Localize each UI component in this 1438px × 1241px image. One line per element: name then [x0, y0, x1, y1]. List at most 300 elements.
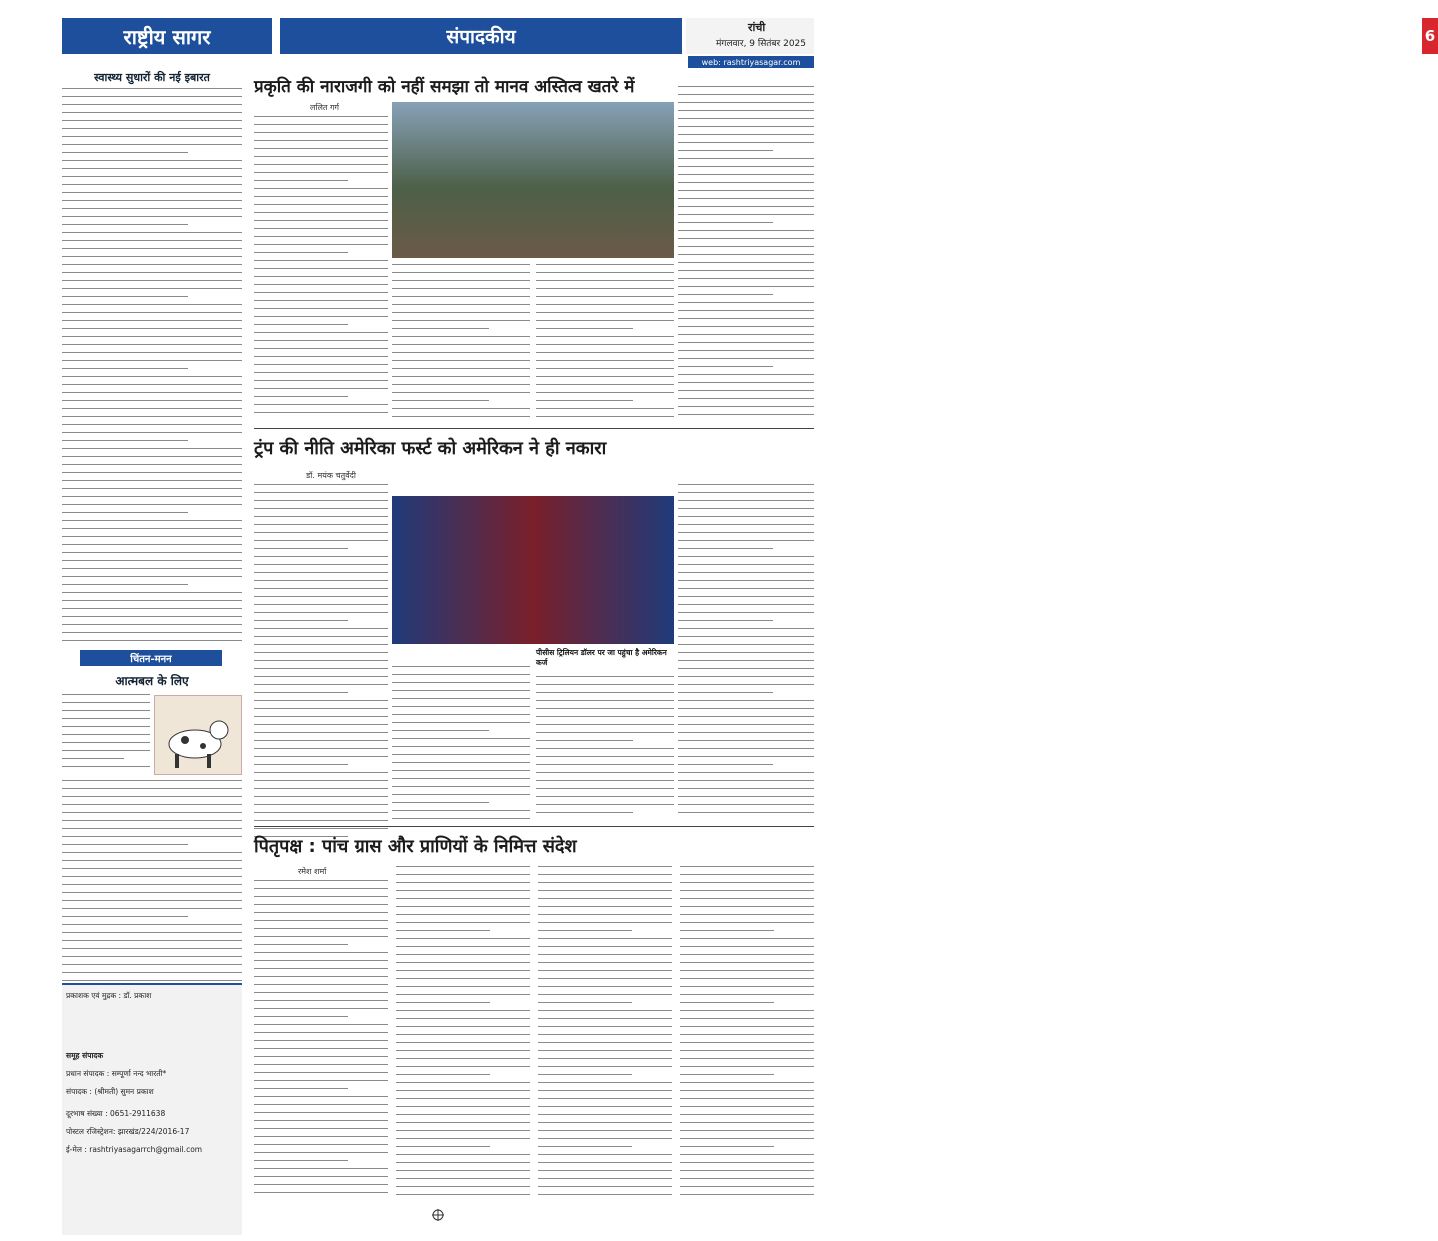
text-line	[680, 946, 814, 947]
text-line	[254, 236, 388, 237]
text-line	[254, 1088, 348, 1089]
text-line	[62, 536, 242, 537]
text-line	[62, 216, 242, 217]
text-line	[254, 724, 388, 725]
text-line	[62, 392, 242, 393]
text-line	[536, 764, 674, 765]
left-column	[62, 68, 242, 1238]
text-line	[392, 384, 530, 385]
text-line	[254, 1120, 388, 1121]
text-line	[396, 970, 530, 971]
text-line	[254, 668, 388, 669]
cow-illustration	[154, 695, 242, 775]
text-line	[254, 1040, 388, 1041]
text-line	[678, 620, 773, 621]
text-line	[678, 350, 814, 351]
text-line	[678, 684, 814, 685]
text-line	[680, 1042, 814, 1043]
text-line	[254, 1080, 388, 1081]
text-line	[536, 320, 674, 321]
text-line	[254, 912, 388, 913]
article1-col1	[254, 116, 388, 420]
text-line	[396, 1122, 530, 1123]
text-line	[392, 730, 489, 731]
text-line	[538, 994, 672, 995]
text-line	[254, 1192, 388, 1193]
text-line	[678, 366, 773, 367]
text-line	[678, 278, 814, 279]
article3-col2	[396, 866, 530, 1202]
text-line	[678, 580, 814, 581]
text-line	[254, 612, 388, 613]
text-line	[254, 692, 348, 693]
text-line	[678, 302, 814, 303]
text-line	[678, 532, 814, 533]
text-line	[254, 636, 388, 637]
text-line	[678, 166, 814, 167]
text-line	[392, 336, 530, 337]
text-line	[396, 978, 530, 979]
text-line	[538, 1194, 672, 1195]
text-line	[392, 690, 530, 691]
text-line	[538, 930, 632, 931]
text-line	[62, 328, 242, 329]
text-line	[392, 762, 530, 763]
text-line	[680, 1010, 814, 1011]
text-line	[62, 104, 242, 105]
color-registration-strip	[62, 1208, 814, 1222]
text-line	[62, 352, 242, 353]
text-line	[254, 204, 388, 205]
text-line	[62, 240, 242, 241]
text-line	[392, 304, 530, 305]
text-line	[62, 264, 242, 265]
text-line	[62, 312, 242, 313]
text-line	[254, 604, 388, 605]
text-line	[254, 260, 388, 261]
text-line	[678, 382, 814, 383]
email-address: rashtriyasagarrch@gmail.com	[89, 1145, 203, 1154]
text-line	[254, 572, 388, 573]
text-line	[678, 692, 773, 693]
text-line	[678, 286, 814, 287]
text-line	[678, 374, 814, 375]
text-line	[678, 182, 814, 183]
text-line	[62, 766, 150, 767]
text-line	[62, 296, 188, 297]
text-line	[254, 404, 388, 405]
text-line	[678, 358, 814, 359]
text-line	[538, 1010, 672, 1011]
text-line	[678, 604, 814, 605]
text-line	[254, 188, 388, 189]
text-line	[62, 520, 242, 521]
text-line	[254, 904, 388, 905]
text-line	[62, 726, 150, 727]
text-line	[678, 198, 814, 199]
text-line	[678, 724, 814, 725]
text-line	[254, 484, 388, 485]
text-line	[254, 740, 388, 741]
text-line	[392, 722, 530, 723]
text-line	[254, 1000, 388, 1001]
text-line	[254, 1016, 348, 1017]
text-line	[538, 1074, 632, 1075]
text-line	[678, 206, 814, 207]
section-title: संपादकीय	[280, 18, 682, 54]
chief-editor-name: सम्पूर्णा नन्द भारती*	[111, 1069, 167, 1078]
text-line	[62, 248, 242, 249]
text-line	[396, 930, 490, 931]
text-line	[538, 1058, 672, 1059]
chintan-label: चिंतन-मनन	[80, 650, 222, 666]
text-line	[536, 264, 674, 265]
text-line	[62, 160, 242, 161]
text-line	[678, 134, 814, 135]
article2-col1	[254, 484, 388, 844]
text-line	[678, 190, 814, 191]
text-line	[396, 1042, 530, 1043]
text-line	[254, 960, 388, 961]
text-line	[254, 804, 388, 805]
text-line	[62, 964, 242, 965]
text-line	[678, 142, 814, 143]
text-line	[678, 548, 773, 549]
text-line	[62, 368, 188, 369]
article2-col4	[678, 484, 814, 820]
text-line	[254, 124, 388, 125]
text-line	[254, 700, 388, 701]
phone-line: दूरभाष संख्या : 0651-2911638	[66, 1109, 166, 1118]
postal-registration: पोस्टल रजिस्ट्रेशन: झारखंड/224/2016-17	[66, 1127, 190, 1136]
text-line	[396, 962, 530, 963]
text-line	[680, 1026, 814, 1027]
text-line	[536, 756, 674, 757]
text-line	[62, 788, 242, 789]
text-line	[62, 432, 242, 433]
text-line	[254, 348, 388, 349]
article1-col4	[678, 86, 814, 422]
text-line	[536, 400, 633, 401]
text-line	[680, 922, 814, 923]
text-line	[396, 874, 530, 875]
text-line	[396, 1170, 530, 1171]
text-line	[254, 364, 388, 365]
text-line	[396, 1106, 530, 1107]
text-line	[538, 1090, 672, 1091]
text-line	[678, 708, 814, 709]
text-line	[680, 954, 814, 955]
text-line	[254, 796, 388, 797]
text-line	[680, 1130, 814, 1131]
text-line	[680, 874, 814, 875]
text-line	[536, 360, 674, 361]
text-line	[538, 890, 672, 891]
text-line	[254, 1104, 388, 1105]
trump-photo	[392, 496, 674, 644]
text-line	[392, 738, 530, 739]
text-line	[62, 144, 242, 145]
date: मंगलवार, 9 सितंबर 2025	[716, 39, 807, 49]
text-line	[62, 710, 150, 711]
text-line	[678, 126, 814, 127]
phone-number: 0651-2911638	[110, 1109, 166, 1118]
text-line	[538, 1002, 632, 1003]
text-line	[254, 172, 388, 173]
text-line	[62, 820, 242, 821]
text-line	[254, 284, 388, 285]
text-line	[62, 956, 242, 957]
text-line	[254, 732, 388, 733]
text-line	[254, 116, 388, 117]
text-line	[62, 624, 242, 625]
text-line	[62, 336, 242, 337]
text-line	[62, 544, 242, 545]
text-line	[538, 978, 672, 979]
text-line	[254, 372, 388, 373]
text-line	[254, 276, 388, 277]
text-line	[536, 716, 674, 717]
text-line	[254, 896, 388, 897]
text-line	[678, 406, 814, 407]
text-line	[536, 780, 674, 781]
text-line	[62, 734, 150, 735]
text-line	[538, 1066, 672, 1067]
text-line	[254, 228, 388, 229]
text-line	[62, 694, 150, 695]
text-line	[62, 128, 242, 129]
text-line	[62, 208, 242, 209]
text-line	[254, 812, 388, 813]
text-line	[680, 914, 814, 915]
text-line	[254, 1152, 388, 1153]
text-line	[678, 764, 773, 765]
text-line	[392, 770, 530, 771]
text-line	[538, 1146, 632, 1147]
article2-title: ट्रंप की नीति अमेरिका फर्स्ट को अमेरिकन ने ही नकारा	[254, 438, 607, 459]
text-line	[538, 1154, 672, 1155]
text-line	[678, 222, 773, 223]
text-line	[254, 708, 388, 709]
text-line	[678, 668, 814, 669]
text-line	[62, 600, 242, 601]
text-line	[396, 986, 530, 987]
text-line	[678, 254, 814, 255]
text-line	[396, 914, 530, 915]
article1-col2	[392, 264, 530, 424]
text-line	[680, 1178, 814, 1179]
text-line	[62, 868, 242, 869]
text-line	[62, 416, 242, 417]
text-line	[680, 986, 814, 987]
text-line	[62, 224, 188, 225]
text-line	[62, 488, 242, 489]
text-line	[680, 1082, 814, 1083]
text-line	[254, 548, 348, 549]
text-line	[678, 772, 814, 773]
text-line	[392, 328, 489, 329]
landslide-photo	[392, 102, 674, 258]
text-line	[62, 272, 242, 273]
text-line	[62, 576, 242, 577]
text-line	[538, 1170, 672, 1171]
text-line	[254, 324, 348, 325]
text-line	[62, 932, 242, 933]
text-line	[62, 400, 242, 401]
text-line	[396, 1082, 530, 1083]
text-line	[392, 296, 530, 297]
text-line	[392, 368, 530, 369]
text-line	[254, 1144, 388, 1145]
text-line	[254, 828, 388, 829]
text-line	[678, 262, 814, 263]
text-line	[678, 158, 814, 159]
text-line	[680, 1018, 814, 1019]
text-line	[538, 906, 672, 907]
text-line	[536, 344, 674, 345]
text-line	[62, 592, 242, 593]
text-line	[62, 480, 242, 481]
text-line	[538, 954, 672, 955]
text-line	[392, 288, 530, 289]
text-line	[678, 484, 814, 485]
text-line	[680, 1114, 814, 1115]
text-line	[536, 408, 674, 409]
text-line	[254, 564, 388, 565]
text-line	[254, 780, 388, 781]
text-line	[538, 1082, 672, 1083]
text-line	[396, 1010, 530, 1011]
text-line	[254, 268, 388, 269]
text-line	[254, 220, 388, 221]
text-line	[536, 692, 674, 693]
text-line	[536, 812, 633, 813]
text-line	[538, 1130, 672, 1131]
text-line	[392, 786, 530, 787]
text-line	[254, 1072, 388, 1073]
text-line	[680, 1162, 814, 1163]
text-line	[254, 212, 388, 213]
text-line	[254, 1096, 388, 1097]
text-line	[538, 1162, 672, 1163]
text-line	[396, 1138, 530, 1139]
text-line	[62, 568, 242, 569]
text-line	[536, 336, 674, 337]
text-line	[678, 628, 814, 629]
text-line	[680, 1034, 814, 1035]
text-line	[62, 440, 188, 441]
city: रांची	[748, 21, 766, 34]
text-line	[536, 416, 674, 417]
article1-byline: ललित गर्ग	[310, 103, 340, 112]
text-line	[62, 456, 242, 457]
text-line	[62, 916, 188, 917]
text-line	[392, 272, 530, 273]
text-line	[396, 1050, 530, 1051]
text-line	[62, 120, 242, 121]
text-line	[396, 1154, 530, 1155]
text-line	[254, 944, 348, 945]
text-line	[62, 376, 242, 377]
text-line	[678, 740, 814, 741]
text-line	[62, 424, 242, 425]
text-line	[392, 810, 530, 811]
text-line	[678, 612, 814, 613]
text-line	[62, 552, 242, 553]
text-line	[254, 540, 388, 541]
text-line	[62, 796, 242, 797]
text-line	[536, 788, 674, 789]
text-line	[680, 970, 814, 971]
text-line	[254, 764, 348, 765]
website: web: rashtriyasagar.com	[688, 56, 814, 68]
text-line	[538, 1042, 672, 1043]
text-line	[538, 1106, 672, 1107]
text-line	[680, 882, 814, 883]
text-line	[536, 732, 674, 733]
text-line	[254, 920, 388, 921]
text-line	[538, 874, 672, 875]
group-editor-label: समूह संपादक	[66, 1051, 104, 1060]
text-line	[396, 1058, 530, 1059]
text-line	[536, 352, 674, 353]
text-line	[62, 804, 242, 805]
text-line	[396, 938, 530, 939]
text-line	[678, 86, 814, 87]
text-line	[680, 1106, 814, 1107]
text-line	[62, 344, 242, 345]
text-line	[680, 930, 774, 931]
text-line	[536, 304, 674, 305]
text-line	[392, 360, 530, 361]
text-line	[62, 702, 150, 703]
text-line	[678, 214, 814, 215]
text-line	[392, 344, 530, 345]
text-line	[538, 914, 672, 915]
text-line	[680, 898, 814, 899]
text-line	[678, 94, 814, 95]
text-line	[254, 928, 388, 929]
text-line	[62, 828, 242, 829]
text-line	[678, 572, 814, 573]
text-line	[254, 1064, 388, 1065]
text-line	[396, 1026, 530, 1027]
text-line	[254, 984, 388, 985]
text-line	[254, 596, 388, 597]
text-line	[254, 556, 388, 557]
text-line	[396, 898, 530, 899]
text-line	[538, 1122, 672, 1123]
text-line	[678, 588, 814, 589]
text-line	[254, 652, 388, 653]
text-line	[538, 938, 672, 939]
text-line	[254, 684, 388, 685]
text-line	[680, 906, 814, 907]
text-line	[678, 700, 814, 701]
text-line	[254, 756, 388, 757]
text-line	[62, 112, 242, 113]
text-line	[254, 1184, 388, 1185]
text-line	[678, 492, 814, 493]
text-line	[680, 1098, 814, 1099]
date-box	[686, 18, 1436, 54]
text-line	[62, 980, 242, 981]
text-line	[62, 640, 242, 641]
text-line	[536, 288, 674, 289]
text-line	[254, 676, 388, 677]
text-line	[254, 1176, 388, 1177]
text-line	[254, 516, 388, 517]
